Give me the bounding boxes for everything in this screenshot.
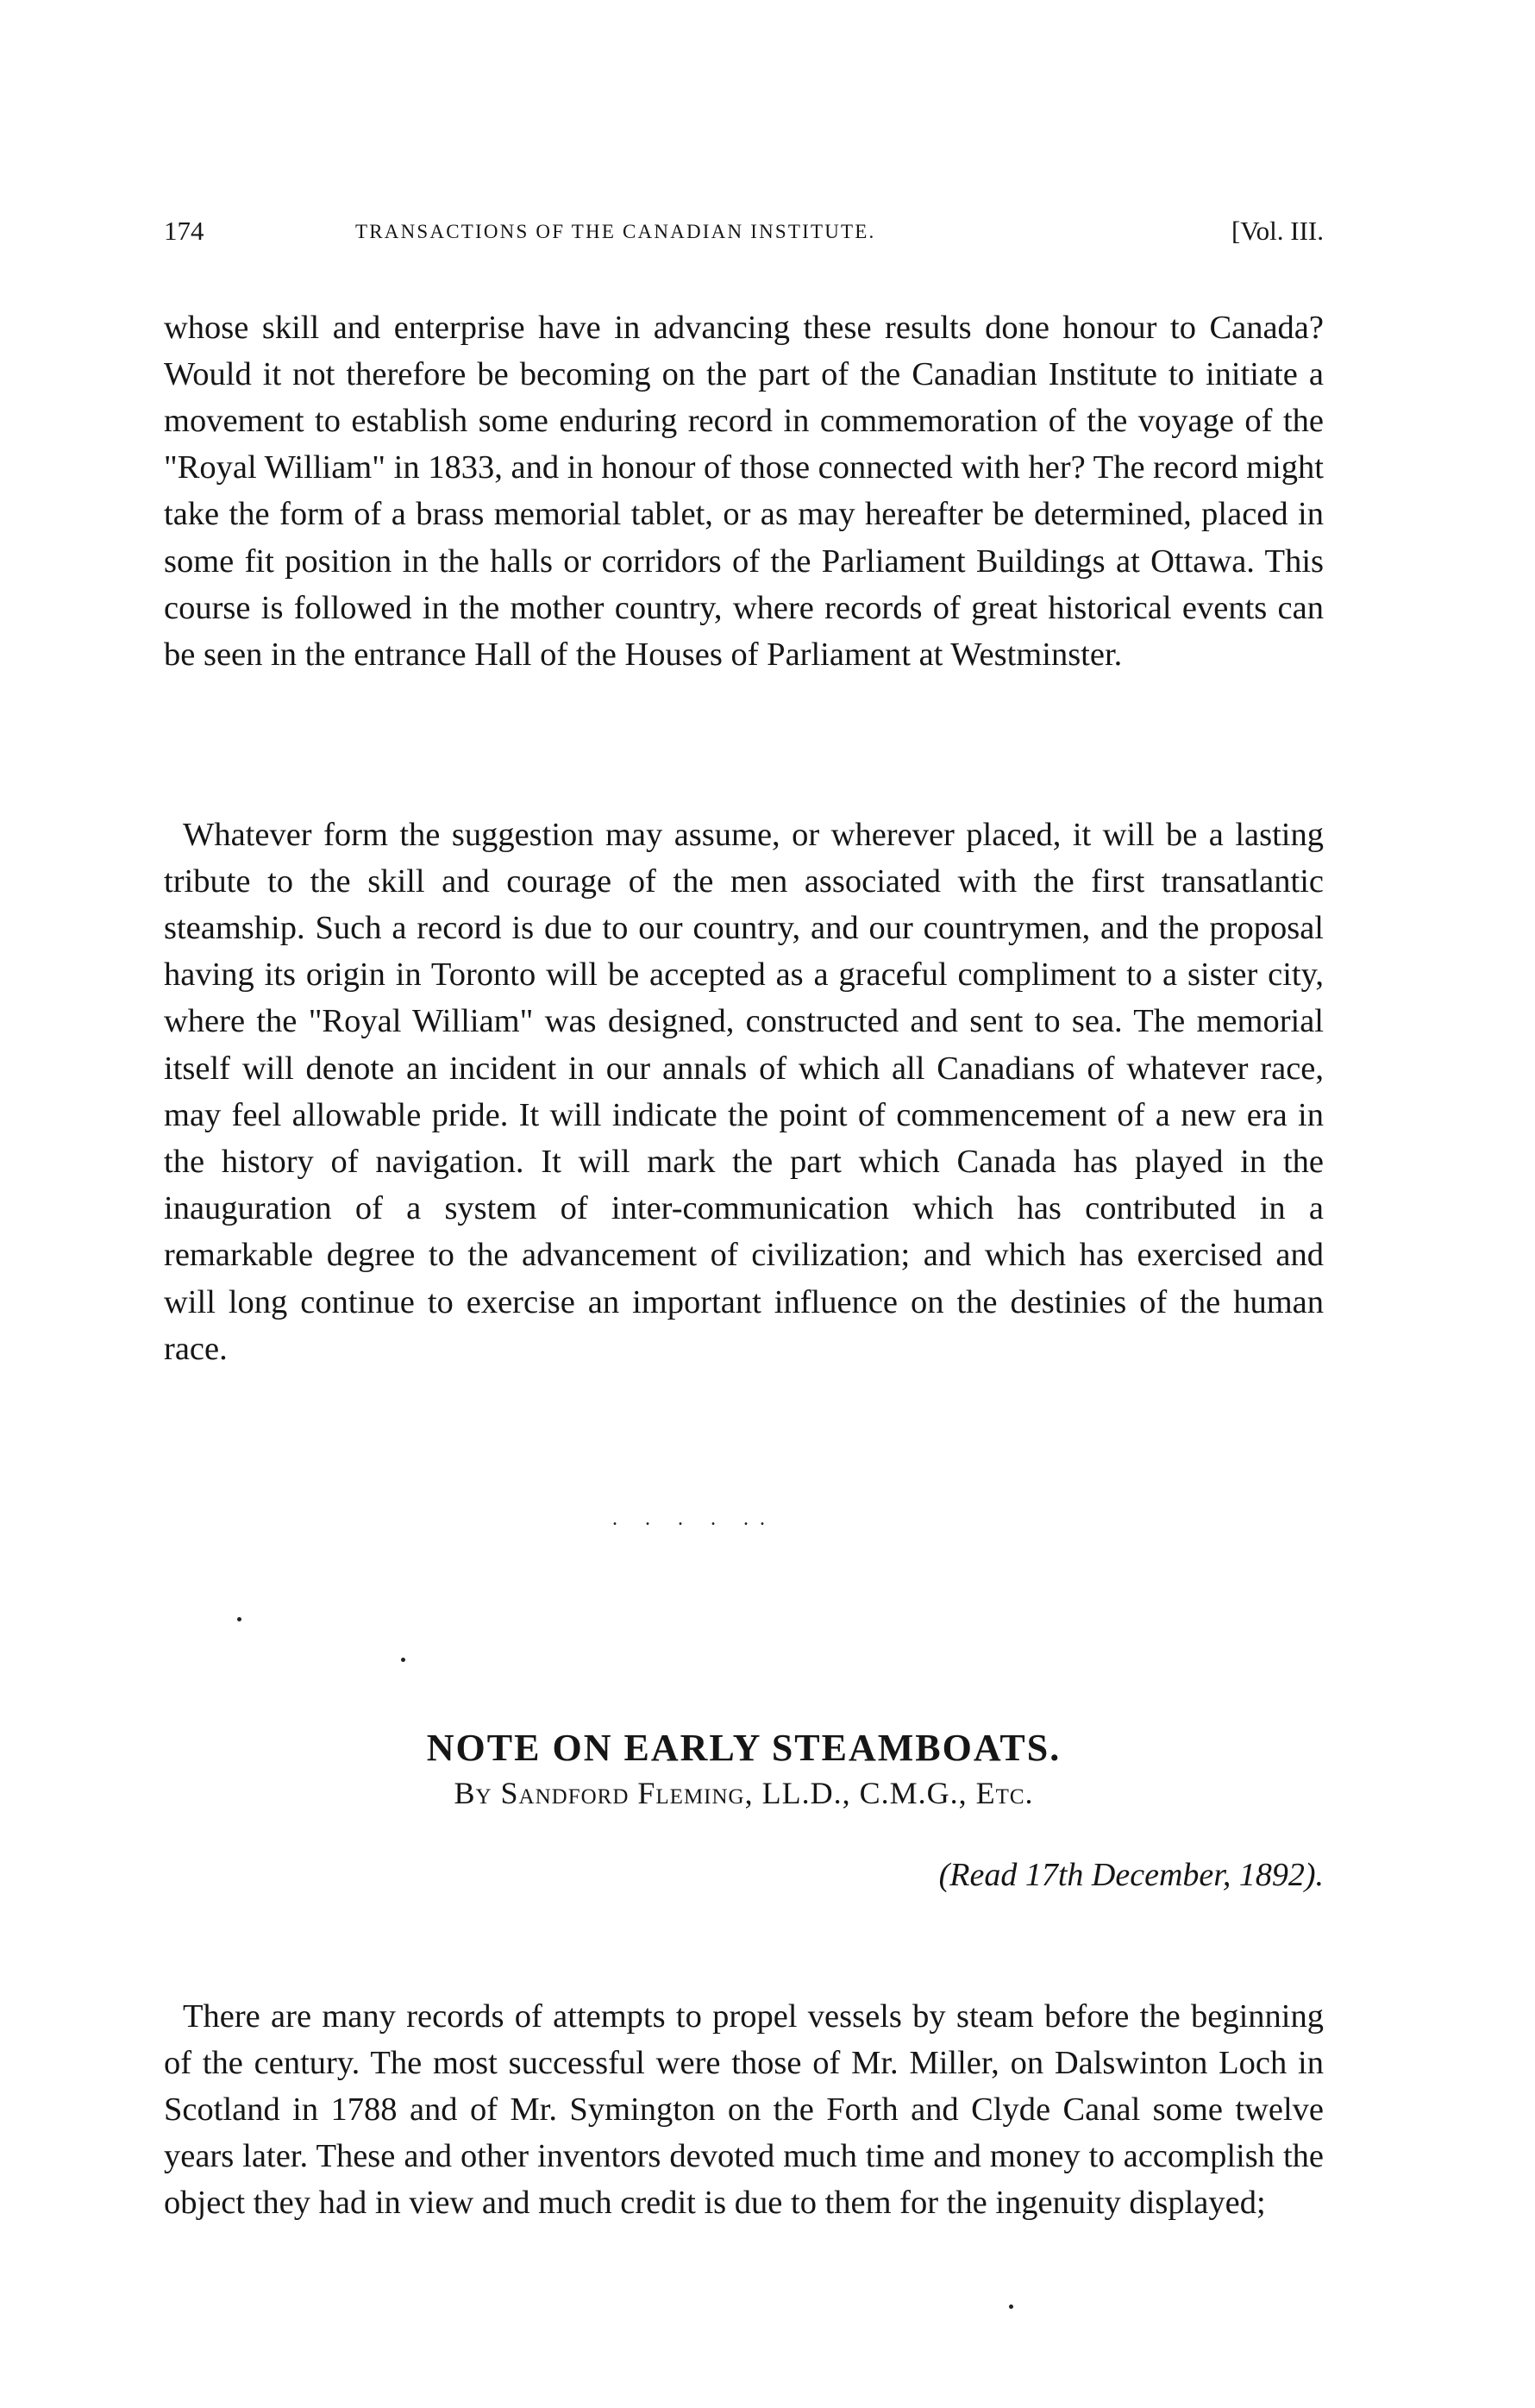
volume-label: [Vol. III. — [1231, 216, 1324, 246]
continued-paragraph: whose skill and enterprise have in advancing these results done honour to Canada? Would it not therefore be becoming on the part of the Canadian Institute to initiate a movement to establish some enduring record in commemoration of the voyage of the "Royal William" in 1833, and in honour of those connected with her? The record might take the form of a brass memorial tablet, or as may hereafter be determined, placed in some fit position in the halls or corridors of the Parliament Buildings at Ottawa. This course is followed in the mother country, where records of great historical events can be seen in the entrance Hall of the Houses of Parliament at Westminster. — [164, 309, 1324, 673]
author-byline: By Sandford Fleming, LL.D., C.M.G., Etc. — [454, 1776, 1034, 1810]
section-separator: . . . . .. — [612, 1508, 776, 1530]
print-speck — [237, 1617, 241, 1621]
section-opening-paragraph: There are many records of attempts to propel vessels by steam before the beginning of the century. The most successful were those of Mr. Miller, on Dalswinton Loch in Scotland in 1788 and of Mr. Symington on the Forth and Clyde Canal some twelve years later. These and other inventors devoted much time and money to accomplish the object they had in view and much credit is due to them for the ingenuity displayed; — [164, 1997, 1324, 2222]
print-speck — [401, 1658, 405, 1662]
running-head: TRANSACTIONS OF THE CANADIAN INSTITUTE. — [355, 221, 876, 242]
read-date: (Read 17th December, 1892). — [938, 1857, 1324, 1893]
section-title: NOTE ON EARLY STEAMBOATS. — [426, 1726, 1062, 1769]
page-header — [164, 216, 1324, 259]
closing-paragraph: Whatever form the suggestion may assume, or wherever placed, it will be a lasting tribute to the skill and courage of the men associated with the first transatlantic steamship. Such a record is due to our country, and our countrymen, and the proposal having its origin in Toronto will be accepted as a graceful compliment to a sister city, where the "Royal William" was designed, constructed and sent to sea. The memorial itself will denote an incident in our annals of which all Canadians of whatever race, may feel allowable pride. It will indicate the point of commencement of a new era in the history of navigation. It will mark the part which Canada has played in the inauguration of a system of inter-communication which has contributed in a remarkable degree to the advancement of civilization; and which has exercised and will long continue to exercise an important influence on the destinies of the human race. — [164, 816, 1324, 1367]
page-number: 174 — [164, 216, 204, 246]
print-speck — [1009, 2305, 1013, 2309]
